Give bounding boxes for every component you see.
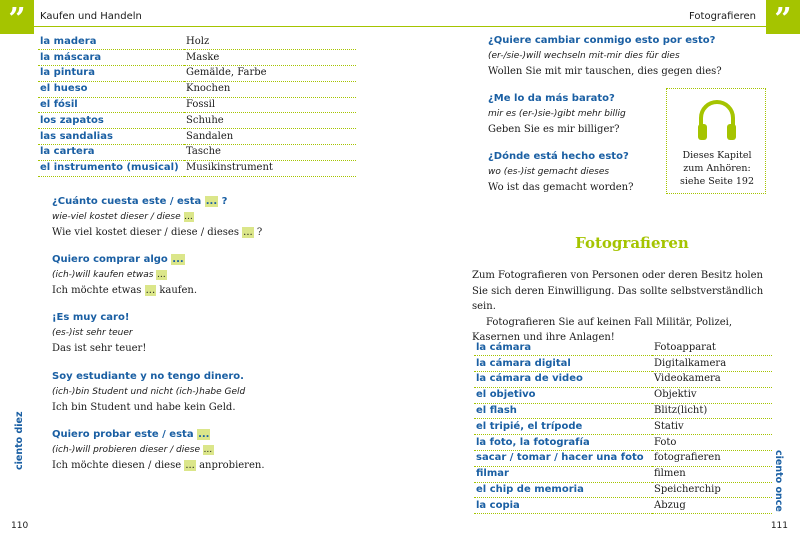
german-term: Gemälde, Farbe: [184, 66, 356, 82]
german-term: Foto: [652, 435, 772, 451]
intro-paragraph: Zum Fotografieren von Personen oder deren Besitz holen Sie sich deren Einwilligung. Das sollte selbstverständlich sein.: [472, 270, 764, 312]
german-term: Knochen: [184, 81, 356, 97]
page-word-label: ciento diez: [14, 411, 25, 470]
spanish-term: el tripié, el trípode: [474, 419, 652, 435]
audio-box-text: Dieses Kapitel zum Anhören: siehe Seite 192: [679, 150, 755, 187]
german-term: Schuhe: [184, 113, 356, 129]
header-rule: [400, 26, 766, 27]
spanish-term: el flash: [474, 403, 652, 419]
vocab-row: [474, 435, 772, 451]
header-rule: [34, 26, 400, 27]
spanish-term: la copia: [474, 498, 652, 514]
literal-translation: (ich-)will probieren dieser / diese ...: [52, 445, 213, 455]
german-phrase: Wollen Sie mit mir tauschen, dies gegen dies?: [488, 66, 722, 77]
german-phrase: Ich bin Student und habe kein Geld.: [52, 402, 236, 413]
german-phrase: Geben Sie es mir billiger?: [488, 124, 620, 135]
vocab-row: [474, 466, 772, 482]
page-number: 111: [770, 521, 788, 531]
phrase-block: [52, 427, 265, 474]
placeholder-mark: ...: [145, 285, 156, 296]
german-term: Speicherchip: [652, 482, 772, 498]
phrase-block: [488, 149, 633, 196]
literal-translation: (es-)ist sehr teuer: [52, 328, 133, 338]
phrase-block: [488, 91, 626, 138]
placeholder-mark: ...: [205, 196, 218, 207]
phrase-block: [52, 194, 262, 241]
phrase-block: [488, 33, 722, 80]
vocab-table: [474, 340, 772, 514]
german-term: Holz: [184, 34, 356, 50]
german-term: Blitz(licht): [652, 403, 772, 419]
spanish-phrase: Quiero comprar algo ...: [52, 254, 184, 265]
german-term: Fossil: [184, 97, 356, 113]
spanish-phrase: ¿Cuánto cuesta este / esta ... ?: [52, 196, 228, 207]
vocab-table: [38, 34, 356, 177]
spanish-term: la cámara: [474, 340, 652, 356]
german-phrase: Wie viel kostet dieser / diese / dieses ... ?: [52, 227, 263, 238]
spanish-term: los zapatos: [38, 113, 184, 129]
spanish-term: la cámara de video: [474, 372, 652, 388]
spanish-phrase: ¿Dónde está hecho esto?: [488, 151, 629, 162]
german-term: Stativ: [652, 419, 772, 435]
vocab-row: [38, 97, 356, 113]
phrase-block: [52, 369, 245, 416]
headphones-icon: [695, 96, 739, 144]
placeholder-mark: ...: [203, 445, 213, 455]
spanish-term: la pintura: [38, 66, 184, 82]
vocab-row: [38, 160, 356, 176]
spanish-term: la cartera: [38, 145, 184, 161]
phrase-block: [52, 252, 197, 299]
section-label: Kaufen und Handeln: [40, 11, 142, 22]
vocab-row: [474, 451, 772, 467]
spanish-term: el chip de memoria: [474, 482, 652, 498]
spanish-phrase: Soy estudiante y no tengo dinero.: [52, 371, 244, 382]
page-word-label: ciento once: [773, 450, 784, 512]
spanish-phrase: Quiero probar este / esta ...: [52, 429, 210, 440]
german-term: Objektiv: [652, 387, 772, 403]
literal-translation: (ich-)will kaufen etwas ...: [52, 270, 166, 280]
placeholder-mark: ...: [157, 270, 166, 280]
vocab-row: [474, 372, 772, 388]
spanish-term: el fósil: [38, 97, 184, 113]
spanish-term: la foto, la fotografía: [474, 435, 652, 451]
placeholder-mark: ...: [243, 227, 253, 238]
spanish-term: el objetivo: [474, 387, 652, 403]
vocab-row: [38, 129, 356, 145]
section-heading: Fotografieren: [575, 234, 689, 252]
german-term: Abzug: [652, 498, 772, 514]
german-term: Fotoapparat: [652, 340, 772, 356]
vocab-row: [474, 498, 772, 514]
vocab-row: [38, 50, 356, 66]
audio-chapter-box: [666, 88, 766, 194]
vocab-row: [38, 145, 356, 161]
german-phrase: Das ist sehr teuer!: [52, 343, 147, 354]
section-label: Fotografieren: [689, 11, 756, 22]
german-phrase: Wo ist das gemacht worden?: [488, 182, 634, 193]
vocab-row: [474, 340, 772, 356]
vocab-row: [38, 81, 356, 97]
spanish-term: el hueso: [38, 81, 184, 97]
literal-translation: wo (es-)ist gemacht dieses: [488, 167, 610, 177]
placeholder-mark: ...: [184, 212, 194, 222]
vocab-row: [474, 356, 772, 372]
german-term: Digitalkamera: [652, 356, 772, 372]
spanish-term: la máscara: [38, 50, 184, 66]
placeholder-mark: ...: [172, 254, 184, 265]
german-term: Sandalen: [184, 129, 356, 145]
spanish-term: la madera: [38, 34, 184, 50]
german-term: filmen: [652, 466, 772, 482]
german-term: Maske: [184, 50, 356, 66]
vocab-row: [474, 419, 772, 435]
intro-paragraph: Fotografieren Sie auf keinen Fall Militär, Polizei, Kasernen und ihre Anlagen!: [472, 316, 733, 343]
spanish-phrase: ¿Me lo da más barato?: [488, 93, 615, 104]
german-term: Videokamera: [652, 372, 772, 388]
german-term: Tasche: [184, 145, 356, 161]
vocab-row: [474, 482, 772, 498]
page-number: 110: [11, 521, 29, 531]
literal-translation: (ich-)bin Student und nicht (ich-)habe Geld: [52, 387, 246, 397]
intro-text: [472, 268, 770, 346]
german-phrase: Ich möchte etwas ... kaufen.: [52, 285, 198, 296]
literal-translation: wie-viel kostet dieser / diese ...: [52, 212, 194, 222]
quote-mark-icon: ”: [766, 0, 800, 34]
quote-mark-icon: ”: [0, 0, 34, 34]
spanish-term: la cámara digital: [474, 356, 652, 372]
spanish-phrase: ¿Quiere cambiar conmigo esto por esto?: [488, 35, 716, 46]
literal-translation: (er-/sie-)will wechseln mit-mir dies für dies: [488, 51, 680, 61]
placeholder-mark: ...: [198, 429, 210, 440]
vocab-row: [38, 34, 356, 50]
vocab-row: [38, 66, 356, 82]
vocab-row: [38, 113, 356, 129]
phrase-block: [52, 310, 146, 357]
german-phrase: Ich möchte diesen / diese ... anprobieren.: [52, 460, 265, 471]
german-term: Musikinstrument: [184, 160, 356, 176]
vocab-row: [474, 403, 772, 419]
spanish-term: las sandalias: [38, 129, 184, 145]
placeholder-mark: ...: [185, 460, 195, 471]
german-term: fotografieren: [652, 451, 772, 467]
literal-translation: mir es (er-)sie-)gibt mehr billig: [488, 109, 626, 119]
spanish-term: sacar / tomar / hacer una foto: [474, 451, 652, 467]
spanish-term: filmar: [474, 466, 652, 482]
vocab-row: [474, 387, 772, 403]
spanish-phrase: ¡Es muy caro!: [52, 312, 130, 323]
spanish-term: el instrumento (musical): [38, 160, 184, 176]
